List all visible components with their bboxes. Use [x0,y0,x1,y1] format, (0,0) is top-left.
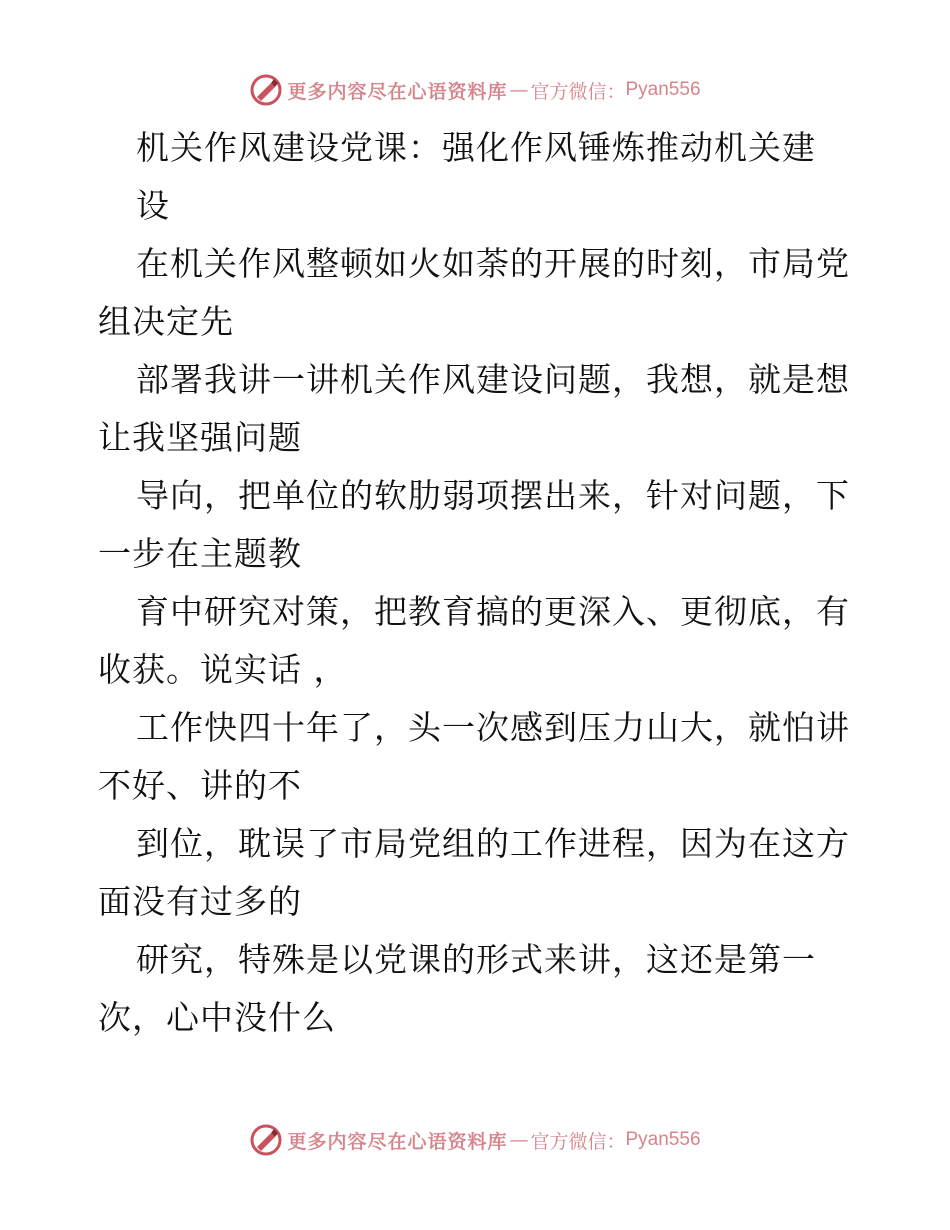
banner-wechat-id: Pyan556 [625,1129,701,1150]
paragraph-line: 让我坚强问题 [98,418,302,457]
paragraph-line: 不好、讲的不 [98,766,302,805]
banner-main-text: 更多内容尽在心语资料库 [287,1130,508,1153]
title-line-2: 设 [136,186,170,225]
paragraph-line: 到位，耽误了市局党组的工作进程，因为在这方 [136,824,850,863]
footer-banner [0,1120,950,1160]
header-banner [0,70,950,110]
paragraph-line: 在机关作风整顿如火如荼的开展的时刻，市局党 [136,244,850,283]
banner-wechat-id: Pyan556 [625,79,701,100]
paragraph-line: 组决定先 [98,302,234,341]
paragraph-line: 部署我讲一讲机关作风建设问题，我想，就是想 [136,360,850,399]
paragraph-line: 工作快四十年了，头一次感到压力山大，就怕讲 [136,708,850,747]
banner-dash: — [509,1129,529,1151]
paragraph-line: 育中研究对策，把教育搞的更深入、更彻底，有 [136,592,850,631]
banner-wechat-label: 官方微信： [530,80,626,103]
banner-main-text: 更多内容尽在心语资料库 [287,80,508,103]
pen-logo-icon [249,73,283,107]
pen-logo-icon [249,1123,283,1157]
paragraph-line: 面没有过多的 [98,882,302,921]
banner-dash: — [509,79,529,101]
paragraph-line: 研究，特殊是以党课的形式来讲，这还是第一 [136,940,816,979]
banner-wechat-label: 官方微信： [530,1130,626,1153]
paragraph-line: 一步在主题教 [98,534,302,573]
paragraph-line: 收获。说实话 ， [98,650,348,689]
paragraph-line: 导向，把单位的软肋弱项摆出来，针对问题，下 [136,476,850,515]
paragraph-line: 次，心中没什么 [98,998,336,1037]
title-line-1: 机关作风建设党课：强化作风锤炼推动机关建 [136,128,816,167]
